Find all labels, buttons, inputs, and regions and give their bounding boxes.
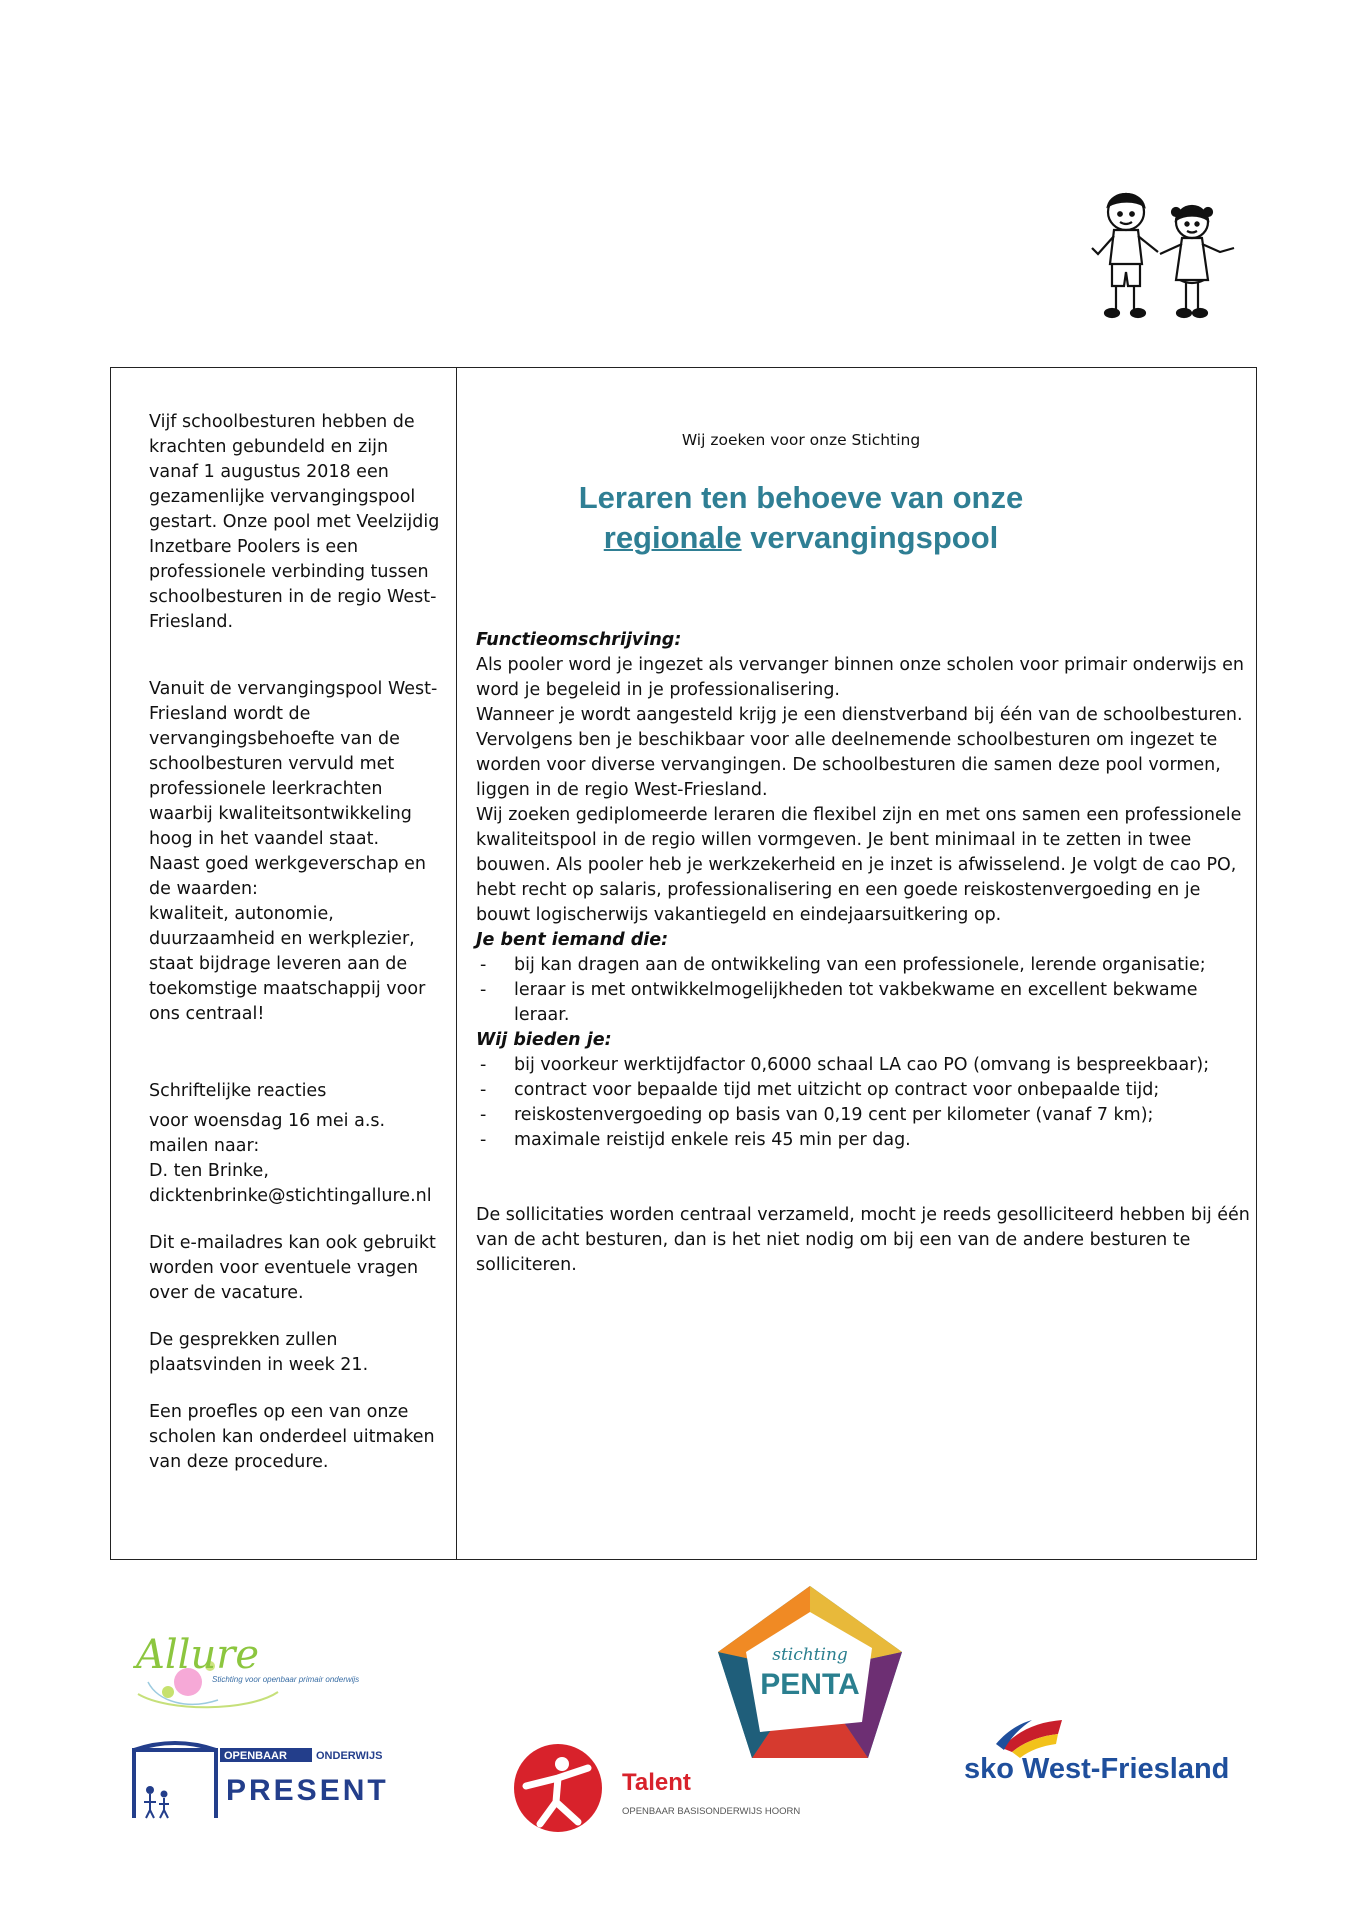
profile-list: [476, 953, 1251, 1028]
closing-paragraph: De sollicitaties worden centraal verzameld, mocht je reeds gesolliciteerd hebben bij één van de acht besturen, dan is het niet nodig om bij een van de andere besturen te solliciteren.: [476, 1205, 1250, 1275]
present-logo: [126, 1738, 426, 1824]
vacancy-box: [110, 367, 1257, 1560]
offer-heading: Wij bieden je:: [476, 1030, 612, 1050]
talent-tagline: OPENBAAR BASISONDERWIJS HOORN: [622, 1806, 801, 1817]
trial-lesson-note: Een proefles op een van onze scholen kan onderdeel uitmaken van deze procedure.: [149, 1402, 435, 1472]
title-underlined-word: regionale: [603, 520, 742, 555]
function-paragraph-1: Als pooler word je ingezet als vervanger binnen onze scholen voor primair onderwijs en word je begeleid in je professionalisering.: [476, 655, 1245, 700]
reactions-title: Schriftelijke reacties: [149, 1081, 327, 1101]
present-name: PRESENT: [226, 1774, 389, 1807]
left-values: kwaliteit, autonomie, duurzaamheid en werkplezier, staat bijdrage leveren aan de toekomstige maatschappij voor ons centraal!: [149, 904, 426, 1024]
allure-logo: [128, 1622, 388, 1712]
title-line-1: Leraren ten behoeve van onze: [578, 480, 1024, 515]
column-divider: [456, 368, 457, 1559]
contact-name: D. ten Brinke,: [149, 1161, 269, 1181]
present-top-onderwijs: ONDERWIJS: [316, 1750, 383, 1762]
allure-wordmark: Allure: [136, 1632, 260, 1678]
list-item: - leraar is met ontwikkelmogelijkheden tot vakbekwame en excellent bekwame leraar.: [476, 978, 1251, 1028]
reactions-mail: mailen naar:: [149, 1136, 260, 1156]
function-paragraph-3: Wij zoeken gediplomeerde leraren die flexibel zijn en met ons samen een professionele kwaliteitspool in de regio willen vormgeven. Je bent minimaal in te zetten in twee bouwen. Als pooler heb je werkzekerheid en je inzet is afwisselend. Je volgt de cao PO, hebt recht op salaris, professionalisering en een goede reiskostenvergoeding en je bouwt logischerwijs vakantiegeld en eindejaarsuitkering op.: [476, 805, 1242, 925]
title-line-2-rest: vervangingspool: [741, 520, 999, 555]
page-title: [476, 478, 1126, 558]
function-paragraph-2: Wanneer je wordt aangesteld krijg je een dienstverband bij één van de schoolbesturen. Vervolgens ben je beschikbaar voor alle deelnemende schoolbesturen om ingezet te worden voor diverse vervangingen. De schoolbesturen die samen deze pool vormen, liggen in de regio West-Friesland.: [476, 705, 1243, 800]
penta-logo: [712, 1582, 908, 1762]
list-item: - bij voorkeur werktijdfactor 0,6000 schaal LA cao PO (omvang is bespreekbaar);: [476, 1053, 1251, 1078]
left-intro: Vijf schoolbesturen hebben de krachten gebundeld en zijn vanaf 1 augustus 2018 een gezamenlijke vervangingspool gestart. Onze pool met Veelzijdig Inzetbare Poolers is een professionele verbinding tussen schoolbesturen in de regio West-Friesland.: [149, 412, 440, 632]
sko-west-friesland-logo: [958, 1712, 1278, 1784]
intro-line: Wij zoeken voor onze Stichting: [681, 431, 921, 449]
reactions-deadline: voor woensdag 16 mei a.s.: [149, 1111, 386, 1131]
contact-email[interactable]: dicktenbrinke@stichtingallure.nl: [149, 1186, 432, 1206]
children-illustration: [1084, 182, 1244, 342]
penta-name: PENTA: [760, 1668, 860, 1701]
list-item: - contract voor bepaalde tijd met uitzicht op contract voor onbepaalde tijd;: [476, 1078, 1251, 1103]
talent-logo: [512, 1742, 802, 1836]
list-item: - maximale reistijd enkele reis 45 min per dag.: [476, 1128, 1251, 1153]
job-description: [476, 628, 1251, 1278]
talent-name: Talent: [622, 1769, 691, 1796]
allure-bubble: [162, 1686, 174, 1698]
email-note: Dit e-mailadres kan ook gebruikt worden voor eventuele vragen over de vacature.: [149, 1233, 436, 1303]
interviews-note: De gesprekken zullen plaatsvinden in week 21.: [149, 1330, 369, 1375]
allure-tagline: Stichting voor openbaar primair onderwijs: [212, 1675, 360, 1684]
offer-list: [476, 1053, 1251, 1153]
penta-top-text: stichting: [772, 1645, 848, 1665]
list-item: - bij kan dragen aan de ontwikkeling van een professionele, lerende organisatie;: [476, 953, 1251, 978]
profile-heading: Je bent iemand die:: [476, 930, 669, 950]
left-column: [149, 410, 441, 1475]
left-values-intro: Naast goed werkgeverschap en de waarden:: [149, 854, 427, 899]
function-heading: Functieomschrijving:: [476, 630, 682, 650]
list-item: - reiskostenvergoeding op basis van 0,19 cent per kilometer (vanaf 7 km);: [476, 1103, 1251, 1128]
present-top-openbaar: OPENBAAR: [224, 1750, 287, 1762]
left-mission: Vanuit de vervangingspool West-Friesland wordt de vervangingsbehoefte van de schoolbesturen vervuld met professionele leerkrachten waarbij kwaliteitsontwikkeling hoog in het vaandel staat.: [149, 679, 438, 849]
sko-name: sko West-Friesland: [964, 1753, 1230, 1784]
